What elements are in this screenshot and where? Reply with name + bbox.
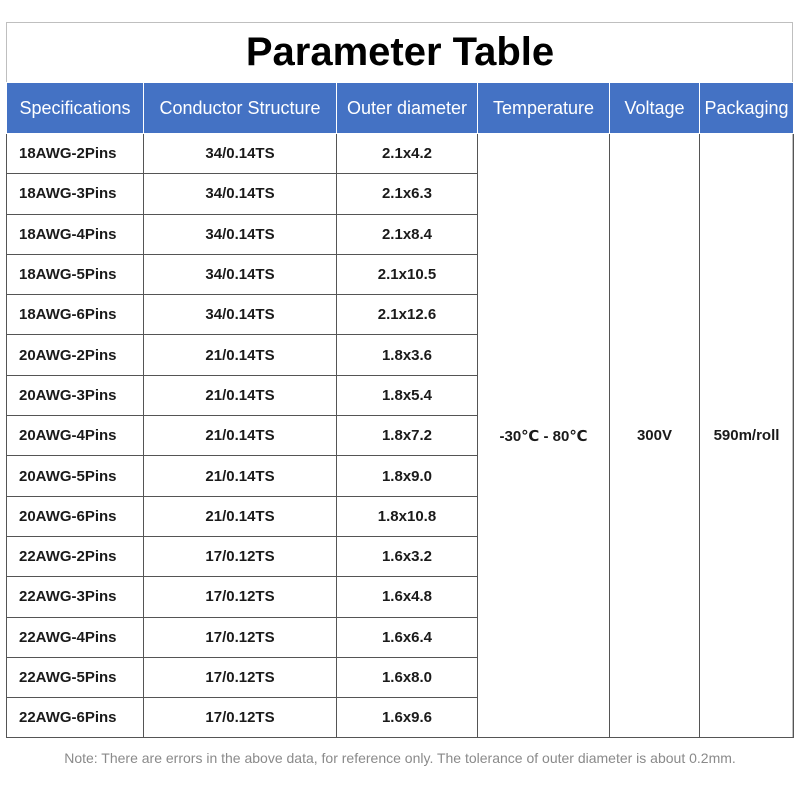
outer-diameter-cell: 1.6x3.2: [337, 536, 478, 576]
outer-diameter-cell: 1.8x3.6: [337, 335, 478, 375]
conductor-structure-cell: 17/0.12TS: [144, 577, 337, 617]
conductor-structure-cell: 17/0.12TS: [144, 657, 337, 697]
footnote: Note: There are errors in the above data, for reference only. The tolerance of outer diameter is about 0.2mm.: [64, 750, 736, 766]
packaging-cell: 590m/roll: [700, 134, 794, 738]
outer-diameter-cell: 2.1x12.6: [337, 295, 478, 335]
spec-cell: 20AWG-6Pins: [7, 496, 144, 536]
conductor-structure-cell: 34/0.14TS: [144, 214, 337, 254]
table-header: [7, 83, 794, 134]
spec-cell: 18AWG-2Pins: [7, 134, 144, 174]
outer-diameter-cell: 1.6x4.8: [337, 577, 478, 617]
outer-diameter-cell: 1.6x6.4: [337, 617, 478, 657]
outer-diameter-cell: 2.1x8.4: [337, 214, 478, 254]
spec-cell: 20AWG-2Pins: [7, 335, 144, 375]
column-header-conductor-structure: Conductor Structure: [144, 83, 337, 134]
conductor-structure-cell: 21/0.14TS: [144, 496, 337, 536]
conductor-structure-cell: 34/0.14TS: [144, 295, 337, 335]
outer-diameter-cell: 1.8x5.4: [337, 375, 478, 415]
spec-cell: 18AWG-4Pins: [7, 214, 144, 254]
spec-cell: 18AWG-6Pins: [7, 295, 144, 335]
table-body: [7, 134, 794, 738]
outer-diameter-cell: 1.6x9.6: [337, 698, 478, 738]
spec-cell: 18AWG-5Pins: [7, 254, 144, 294]
page-title: Parameter Table: [245, 30, 555, 74]
column-header-packaging: Packaging: [700, 83, 794, 134]
outer-diameter-cell: 2.1x6.3: [337, 174, 478, 214]
temperature-cell: -30℃ - 80℃: [478, 134, 610, 738]
conductor-structure-cell: 17/0.12TS: [144, 536, 337, 576]
conductor-structure-cell: 34/0.14TS: [144, 134, 337, 174]
header-row: [7, 83, 794, 134]
column-header-temperature: Temperature: [478, 83, 610, 134]
spec-cell: 22AWG-3Pins: [7, 577, 144, 617]
conductor-structure-cell: 34/0.14TS: [144, 254, 337, 294]
column-header-specifications: Specifications: [7, 83, 144, 134]
outer-diameter-cell: 1.6x8.0: [337, 657, 478, 697]
spec-cell: 18AWG-3Pins: [7, 174, 144, 214]
spec-cell: 22AWG-5Pins: [7, 657, 144, 697]
conductor-structure-cell: 17/0.12TS: [144, 617, 337, 657]
conductor-structure-cell: 21/0.14TS: [144, 416, 337, 456]
conductor-structure-cell: 21/0.14TS: [144, 335, 337, 375]
parameter-table: [6, 82, 794, 738]
column-header-voltage: Voltage: [610, 83, 700, 134]
outer-diameter-cell: 2.1x10.5: [337, 254, 478, 294]
outer-diameter-cell: 2.1x4.2: [337, 134, 478, 174]
spec-cell: 22AWG-4Pins: [7, 617, 144, 657]
outer-diameter-cell: 1.8x9.0: [337, 456, 478, 496]
outer-diameter-cell: 1.8x7.2: [337, 416, 478, 456]
conductor-structure-cell: 21/0.14TS: [144, 456, 337, 496]
outer-diameter-cell: 1.8x10.8: [337, 496, 478, 536]
column-header-outer-diameter: Outer diameter: [337, 83, 478, 134]
conductor-structure-cell: 21/0.14TS: [144, 375, 337, 415]
spec-cell: 20AWG-5Pins: [7, 456, 144, 496]
voltage-cell: 300V: [610, 134, 700, 738]
conductor-structure-cell: 17/0.12TS: [144, 698, 337, 738]
spec-cell: 22AWG-6Pins: [7, 698, 144, 738]
spec-cell: 22AWG-2Pins: [7, 536, 144, 576]
conductor-structure-cell: 34/0.14TS: [144, 174, 337, 214]
table-row: [7, 134, 794, 174]
spec-cell: 20AWG-3Pins: [7, 375, 144, 415]
spec-cell: 20AWG-4Pins: [7, 416, 144, 456]
